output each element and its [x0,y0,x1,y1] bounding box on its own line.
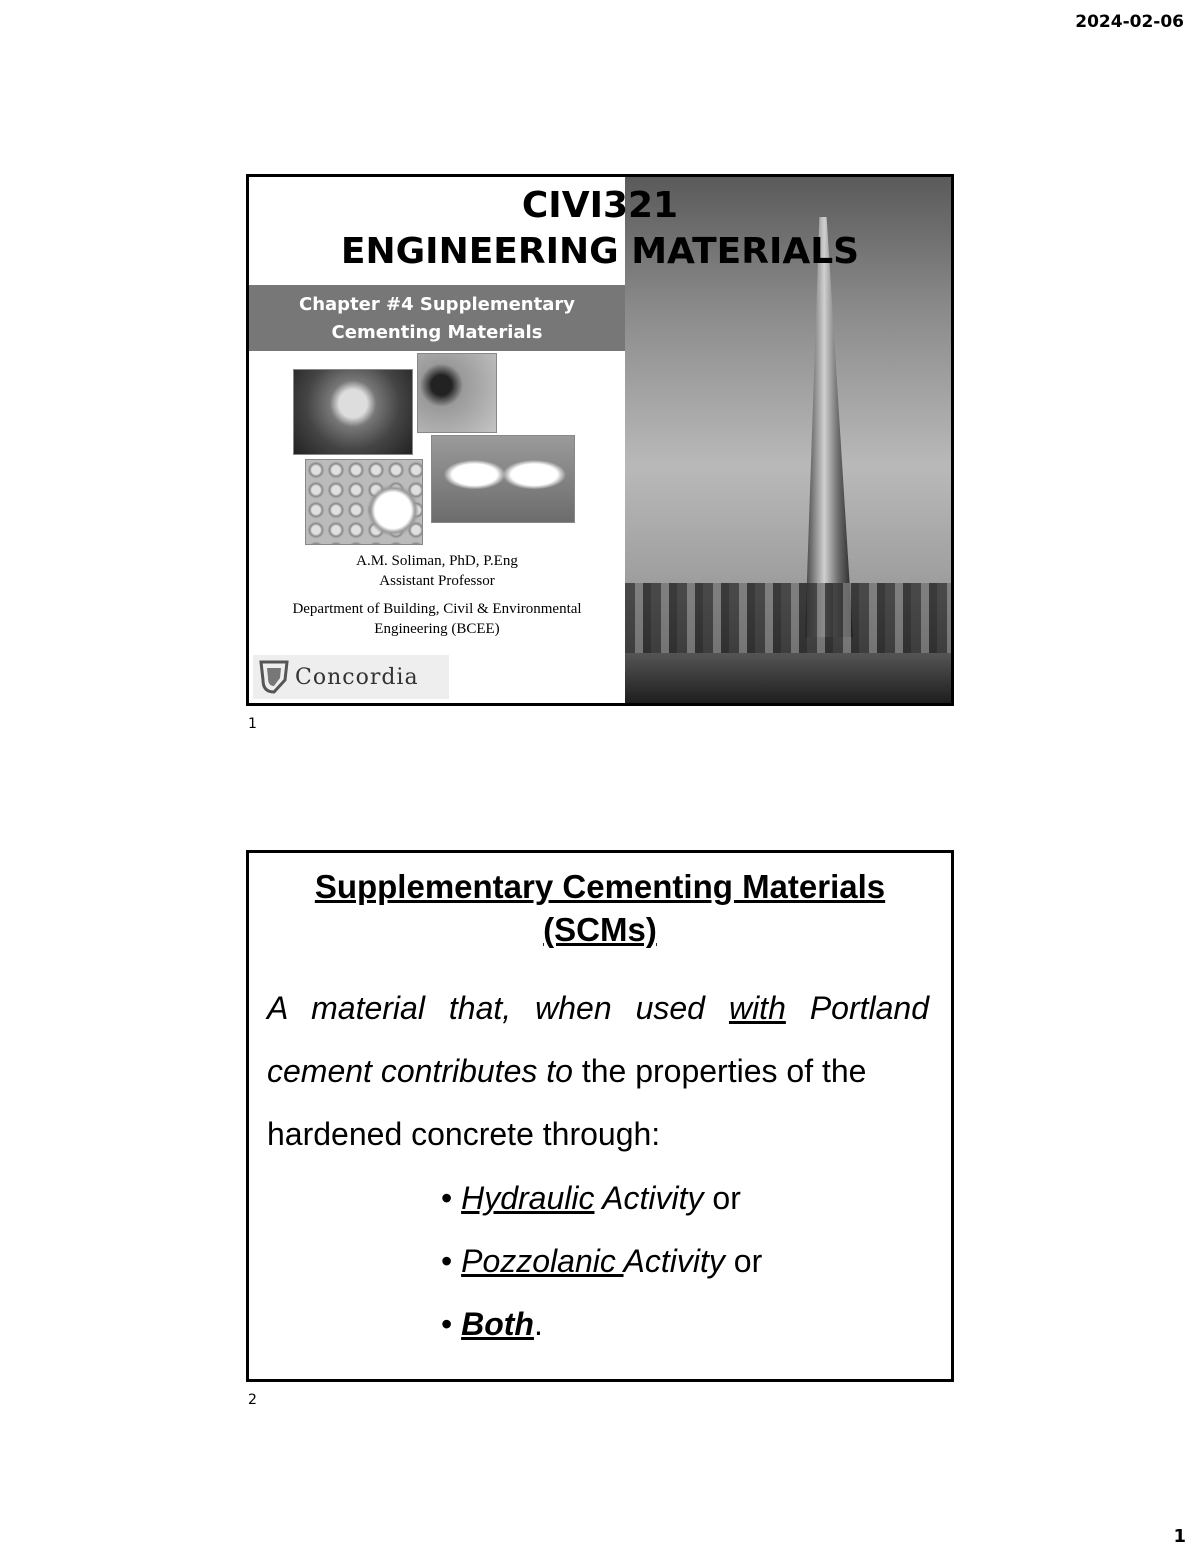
def-part-c: cement contributes to [267,1053,573,1089]
def-part-a: A material that, when used [267,990,729,1026]
hydraulic-term: Hydraulic [461,1180,595,1216]
or-text: or [703,1180,741,1216]
chapter-line-2: Cementing Materials [331,322,543,343]
slide-1 [246,174,954,706]
list-item [441,1230,762,1293]
department-block [249,599,625,639]
heading-line-2: (SCMs) [543,911,657,948]
definition-text [267,977,929,1166]
list-item [441,1167,762,1230]
both-term: Both [461,1306,534,1342]
activity-list [441,1167,762,1356]
page-number: 1 [1173,1526,1186,1547]
definition-line-3: hardened concrete through: [267,1116,661,1152]
department-line-2: Engineering (BCEE) [374,621,500,637]
course-name: ENGINEERING MATERIALS [340,231,860,272]
activity-term: Activity [623,1243,725,1279]
water-shape [625,653,951,703]
skyline-shape [625,583,951,663]
print-date: 2024-02-06 [1075,12,1184,32]
slide-2-heading [249,865,951,951]
author-title: Assistant Professor [379,573,495,589]
chapter-line-1: Chapter #4 Supplementary [299,294,575,315]
logo-text: Concordia [295,664,419,690]
def-part-d: the properties of the [572,1053,867,1089]
pozzolanic-term: Pozzolanic [461,1243,624,1279]
slide-1-title [249,183,951,275]
slide-2-number: 2 [248,1392,257,1408]
concordia-logo [253,655,449,699]
microspheres-image [305,459,423,545]
author-name: A.M. Soliman, PhD, P.Eng [356,553,518,569]
chapter-banner [249,285,625,351]
slide-1-number: 1 [248,716,257,732]
slide-2 [246,850,954,1382]
definition-line-2 [267,1040,929,1103]
definition-line-1 [267,977,929,1040]
list-item [441,1293,762,1356]
period-text: . [533,1306,543,1342]
rock-samples-image [431,435,575,523]
author-block [249,551,625,591]
department-line-1: Department of Building, Civil & Environmental [292,601,582,617]
powder-image [417,353,497,433]
tower-shape [805,217,853,637]
or-text: or [724,1243,763,1279]
def-with: with [728,990,786,1026]
activity-term: Activity [594,1180,704,1216]
heading-line-1: Supplementary Cementing Materials [314,868,886,905]
def-part-b: Portland [785,990,930,1026]
course-code: CIVI321 [521,185,679,226]
shield-icon [259,660,289,694]
volcano-image [293,369,413,455]
